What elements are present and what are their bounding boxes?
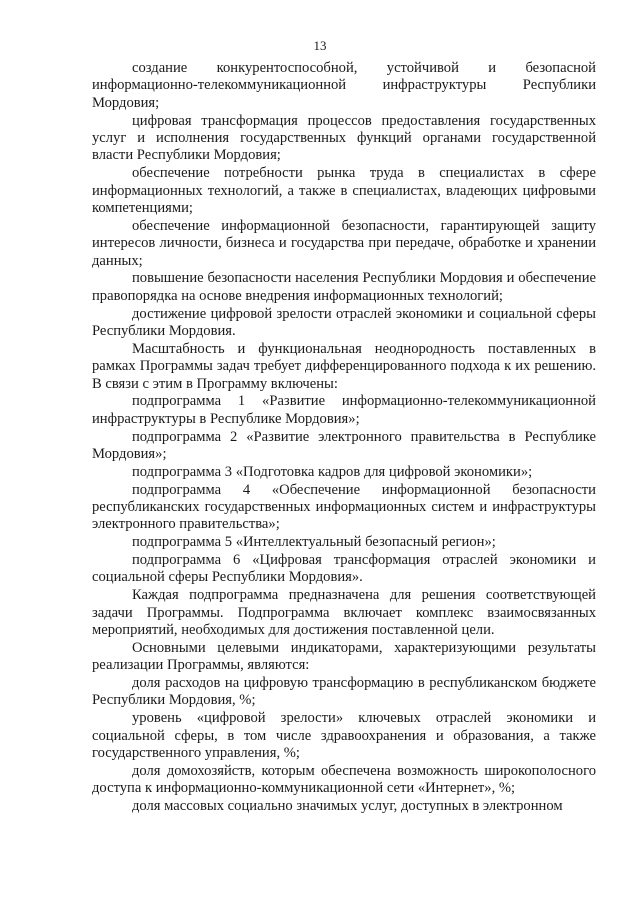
paragraph: доля массовых социально значимых услуг, доступных в электронном <box>132 798 563 815</box>
paragraph: доля домохозяйств, которым обеспечена возможность широкополосного доступа к информационно-коммуникационной сети «Интернет», %; <box>92 762 596 797</box>
paragraph: подпрограмма 5 «Интеллектуальный безопасный регион»; <box>132 534 496 551</box>
paragraph: доля расходов на цифровую трансформацию в республиканском бюджете Республики Мордовия, %; <box>92 675 596 709</box>
paragraph: Основными целевыми индикаторами, характеризующими результаты реализации Программы, являются: <box>92 639 596 674</box>
paragraph: уровень «цифровой зрелости» ключевых отраслей экономики и социальной сферы, в том числе здравоохранения и образования, а также государственного управления, %; <box>92 710 596 762</box>
paragraph: подпрограмма 4 «Обеспечение информационной безопасности республиканских государственных информационных систем и инфраструктуры электронного правительства»; <box>92 481 596 533</box>
paragraph: Каждая подпрограмма предназначена для решения соответствующей задачи Программы. Подпрограмма включает комплекс взаимосвязанных мероприятий, необходимых для достижения поставленной цели. <box>92 587 596 639</box>
paragraph: повышение безопасности населения Республики Мордовия и обеспечение правопорядка на основе внедрения информационных технологий; <box>92 270 596 304</box>
paragraph: Масштабность и функциональная неоднородность поставленных в рамках Программы задач требует дифференцированного подхода к их решению. В связи с этим в Программу включены: <box>92 340 596 392</box>
paragraph: обеспечение потребности рынка труда в специалистах в сфере информационных технологий, а также в специалистах, владеющих цифровыми компетенциями; <box>92 165 596 217</box>
paragraph: обеспечение информационной безопасности, гарантирующей защиту интересов личности, бизнеса и государства при передаче, обработке и хранении данных; <box>92 217 596 269</box>
paragraph: цифровая трансформация процессов предоставления государственных услуг и исполнения государственных функций органами государственной власти Республики Мордовия; <box>92 112 596 164</box>
paragraph: создание конкурентоспособной, устойчивой и безопасной информационно-телекоммуникационной инфраструктуры Республики Мордовия; <box>92 60 596 111</box>
paragraph: подпрограмма 6 «Цифровая трансформация отраслей экономики и социальной сферы Республики Мордовия». <box>92 552 596 586</box>
paragraph: подпрограмма 1 «Развитие информационно-телекоммуникационной инфраструктуры в Республике Мордовия»; <box>92 393 596 427</box>
body-text <box>92 60 596 816</box>
page-number: 13 <box>313 38 327 53</box>
paragraph: достижение цифровой зрелости отраслей экономики и социальной сферы Республики Мордовия. <box>92 305 596 340</box>
paragraph: подпрограмма 3 «Подготовка кадров для цифровой экономики»; <box>132 463 533 480</box>
paragraph: подпрограмма 2 «Развитие электронного правительства в Республике Мордовия»; <box>92 428 596 463</box>
